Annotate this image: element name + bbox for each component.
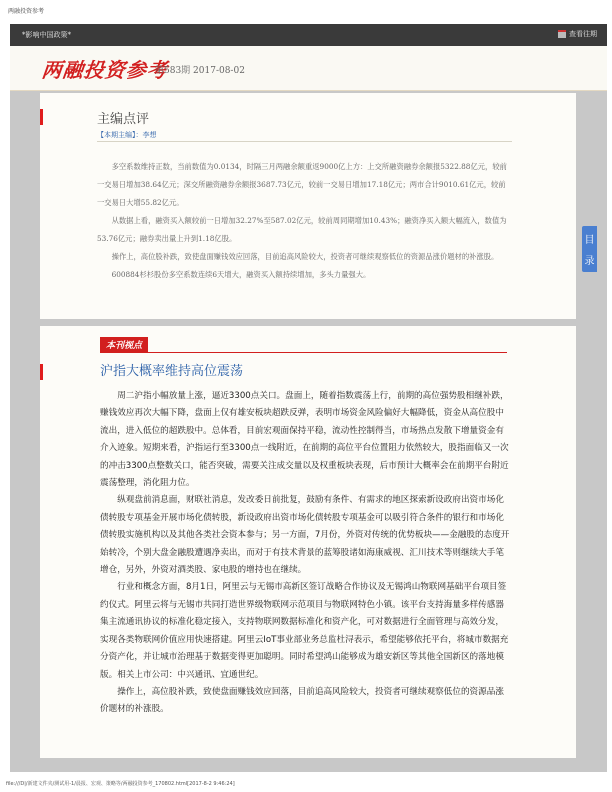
section-marker <box>40 364 43 380</box>
table-of-contents-tab[interactable] <box>582 226 597 272</box>
issue-number-date: 第583期 2017-08-02 <box>155 66 245 76</box>
editorial-panel <box>40 93 576 319</box>
article-paragraph: 纵观盘前消息面，财联社消息，发改委日前批复，鼓励有条件、有需求的地区探索新设政府出资市场化债转股专项基金开展市场化债转股，新设政府出资市场化债转股专项基金可以吸引符合条件的银行和市场化债转股实施机构以及其他各类社会资本参与；另一方面，7月份，外资对传统的优势板块——金融股的态度开始转冷，个别大盘金融股遭遇净卖出，而对于有技术背景的蓝筹股诸如海康威视、汇川技术等则继续大手笔增仓，另外，外资对酒类股、家电股的增持也在继续。 <box>100 495 510 576</box>
past-issues-link[interactable] <box>558 29 597 39</box>
article-title: 沪指大概率维持高位震荡 <box>100 364 244 379</box>
browser-page-title: 两融投资参考 <box>8 8 45 15</box>
editorial-body <box>97 158 512 284</box>
section-marker <box>40 109 43 125</box>
editorial-paragraph: 600884杉杉股份多空系数连续6天增大，融资买入额持续增加，多头力量强大。 <box>111 270 371 279</box>
article-paragraph: 周二沪指小幅放量上涨，逼近3300点关口。盘面上，随着指数震荡上行，前期的高位强势股相继补跌，赚钱效应再次大幅下降，盘面上仅有雄安板块超跌反弹，表明市场资金风险偏好大幅降低，资金从高位股中流出，进入低位的超跌股中。总体看，目前宏观面保持平稳，流动性控制得当，市场热点发散下增量资金有介入迹象。短期来看，沪指运行至3300点一线附近，在前期的高位平台位置阻力依然较大，股指面临又一次的冲击3300点整数关口，能否突破，需要关注成交量以及权重板块表现，后市预计大概率会在前期平台附近震荡整理，消化阻力位。 <box>100 391 509 489</box>
calendar-icon <box>558 30 566 38</box>
editorial-title: 主编点评 <box>97 112 150 127</box>
past-issues-label: 查看往期 <box>569 30 597 38</box>
masthead-logo: 两融投资参考 <box>40 58 170 82</box>
top-nav-bar <box>10 24 607 46</box>
article-body <box>100 388 510 719</box>
editorial-paragraph: 操作上，高位股补跌，致使盘面赚钱效应回落，目前追高风险较大，投资者可继续观察低位的资源品涨价题材的补涨股。 <box>111 252 499 261</box>
toc-label-char: 目 <box>584 235 595 246</box>
section-badge: 本刊视点 <box>100 337 148 352</box>
editorial-paragraph: 多空系数维持正数，当前数值为0.0134，时隔三月两融余额重返9000亿上方：上交所融资融券余额报5322.88亿元，较前一交易日增加38.64亿元；深交所融资融券余额报3687.73亿元，较前一交易日增加17.18亿元；两市合计9010.61亿元，较前一交易日大增55.82亿元。 <box>97 162 507 207</box>
nav-slogan: *影响中国政策* <box>22 31 71 39</box>
article-panel <box>40 326 576 758</box>
divider <box>100 352 507 353</box>
editorial-paragraph: 从数据上看，融资买入额较前一日增加32.27%至587.02亿元，较前周同期增加10.43%；融资净买入额大幅流入，数值为53.76亿元；融券卖出量上升到1.18亿股。 <box>97 216 507 243</box>
toc-label-char: 录 <box>584 256 595 267</box>
article-paragraph: 行业和概念方面，8月1日，阿里云与无锡市高新区签订战略合作协议及无锡鸿山物联网基础平台项目签约仪式。阿里云将与无锡市共同打造世界级物联网示范项目与物联网特色小镇。该平台支持海量多样传感器集主流通讯协议的标准化稳定接入，支持物联网数据标准化和资产化，可对数据进行全面管理与高效分发，实现各类物联网价值应用快速搭建。阿里云IoT事业部业务总监杜浔表示，希望能够依托平台，将城市数据充分资产化，并让城市治理基于数据变得更加聪明。同时希望鸿山能够成为雄安新区等其他全国新区的落地模版。相关上市公司：中兴通讯、宜通世纪。 <box>100 582 509 680</box>
footer-file-path: file:///D|/新建文件夹/测试用-1/晨报、宏观、策略等/两融投资参考_170802.html[2017-8-2 9:46:24] <box>6 781 235 787</box>
article-paragraph: 操作上，高位股补跌，致使盘面赚钱效应回落，目前追高风险较大，投资者可继续观察低位的资源品涨价题材的补涨股。 <box>100 686 504 715</box>
divider <box>97 141 512 142</box>
editor-credit: 【本期主编】：李想 <box>97 131 157 139</box>
masthead <box>10 46 607 91</box>
